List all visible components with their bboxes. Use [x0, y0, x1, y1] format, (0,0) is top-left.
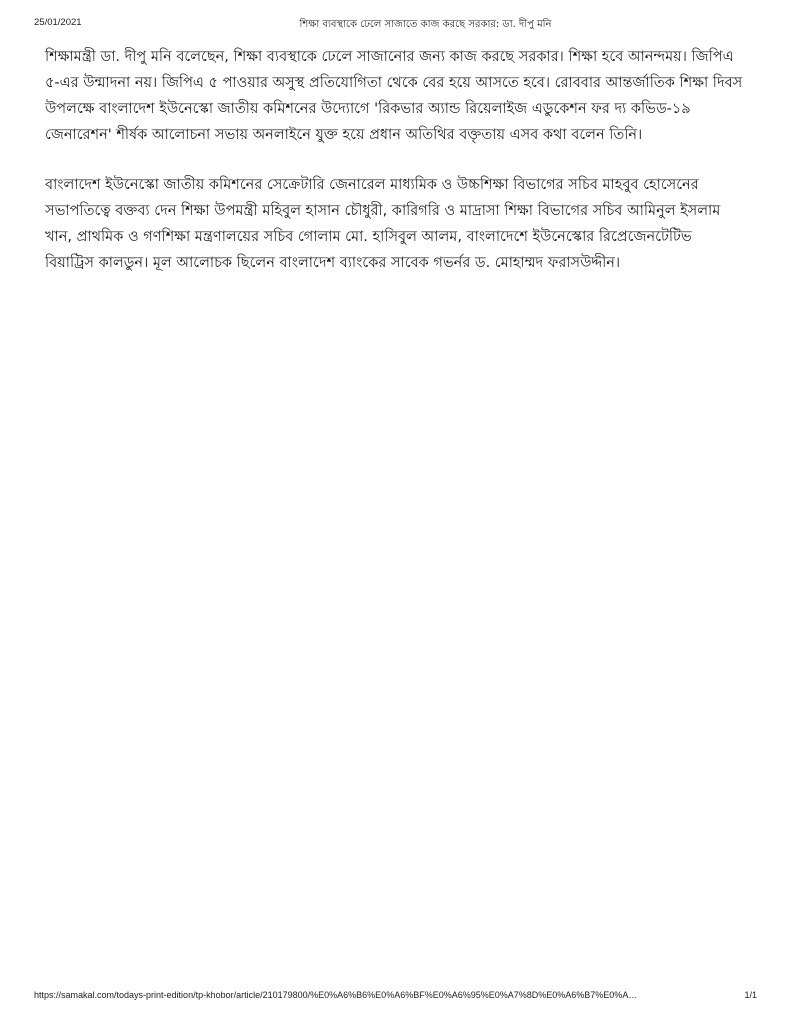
article-paragraph-1: শিক্ষামন্ত্রী ডা. দীপু মনি বলেছেন, শিক্ষা ব্যবস্থাকে ঢেলে সাজানোর জন্য কাজ করছে সরকার। শিক্ষা হবে আনন্দময়। জিপিএ ৫-এর উন্মাদনা নয়। জিপিএ ৫ পাওয়ার অসুস্থ প্রতিযোগিতা থেকে বের হয়ে আসতে হবে। রোববার আন্তর্জাতিক শিক্ষা দিবস উপলক্ষে বাংলাদেশ ইউনেস্কো জাতীয় কমিশনের উদ্যোগে 'রিকভার অ্যান্ড রিয়েলাইজ এডুকেশন ফর দ্য কভিড-১৯ জেনারেশন' শীর্ষক আলোচনা সভায় অনলাইনে যুক্ত হয়ে প্রধান অতিথির বক্তৃতায় এসব কথা বলেন তিনি।: [45, 49, 743, 143]
print-date: 25/01/2021: [34, 17, 82, 28]
page-number: 1/1: [744, 990, 757, 1000]
source-url-link[interactable]: https://samakal.com/todays-print-edition/tp-khobor/article/210179800/%E0%A6%B6%E0%A6%BF%E0%A6%95%E0%A7%8D%E0%A6%B7%E0%A…: [34, 990, 638, 1000]
print-footer: [34, 990, 757, 1004]
print-page-title: শিক্ষা ব্যবস্থাকে ঢেলে সাজাতে কাজ করছে সরকার: ডা. দীপু মনি: [299, 19, 552, 30]
article-body: [45, 44, 745, 300]
article-paragraph-2: বাংলাদেশ ইউনেস্কো জাতীয় কমিশনের সেক্রেটারি জেনারেল মাধ্যমিক ও উচ্চশিক্ষা বিভাগের সচিব মাহবুব হোসেনের সভাপতিত্বে বক্তব্য দেন শিক্ষা উপমন্ত্রী মহিবুল হাসান চৌধুরী, কারিগরি ও মাদ্রাসা শিক্ষা বিভাগের সচিব আমিনুল ইসলাম খান, প্রাথমিক ও গণশিক্ষা মন্ত্রণালয়ের সচিব গোলাম মো. হাসিবুল আলম, বাংলাদেশে ইউনেস্কোর রিপ্রেজেনটেটিভ বিয়াট্রিস কালডুন। মূল আলোচক ছিলেন বাংলাদেশ ব্যাংকের সাবেক গভর্নর ড. মোহাম্মদ ফরাসউদ্দীন।: [45, 177, 721, 271]
print-header: [34, 17, 757, 33]
